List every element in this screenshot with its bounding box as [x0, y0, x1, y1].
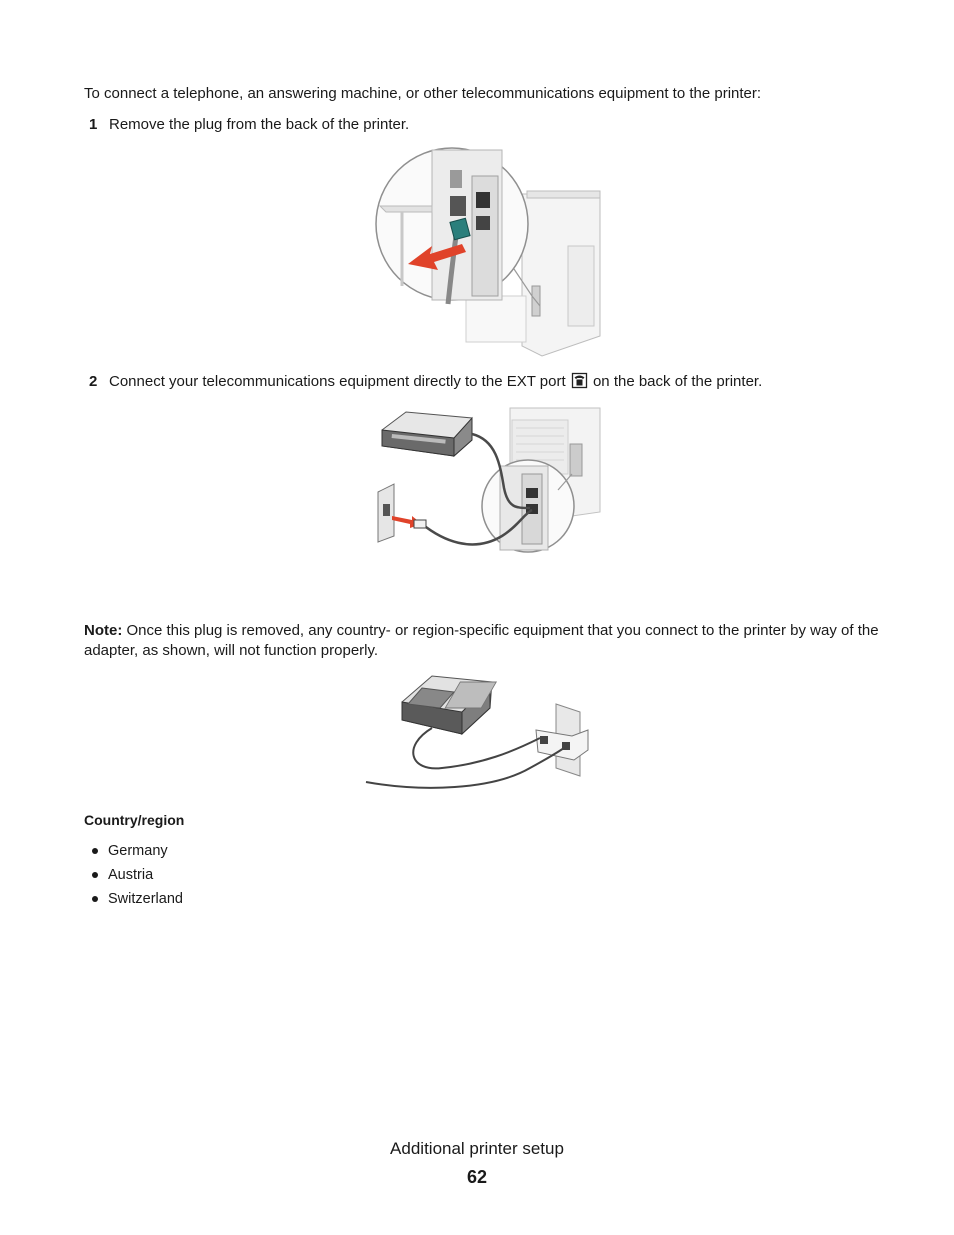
- step-number: 2: [89, 373, 98, 390]
- bullet-icon: [92, 848, 98, 854]
- step-2: [89, 372, 762, 392]
- intro-text: To connect a telephone, an answering machine, or other telecommunications equipment to the printer:: [84, 85, 762, 102]
- bullet-icon: [92, 896, 98, 902]
- country-name: Germany: [108, 843, 168, 859]
- phone-port-icon: [571, 372, 588, 389]
- country-list: [84, 839, 183, 911]
- note-label: Note:: [84, 622, 123, 639]
- list-item: [84, 839, 183, 863]
- page-number: 62: [466, 1167, 488, 1187]
- list-item: [84, 863, 183, 887]
- step-text: Remove the plug from the back of the printer.: [109, 116, 410, 133]
- step-text-after: on the back of the printer.: [592, 373, 763, 390]
- illustration-remove-plug: [372, 146, 604, 358]
- note-text: Once this plug is removed, any country- or region-specific equipment that you connect to the printer by way of the adapter, as shown, will not function properly.: [84, 622, 879, 659]
- step-number: 1: [89, 116, 98, 133]
- footer-title: Additional printer setup: [390, 1139, 564, 1158]
- illustration-adapter: [362, 672, 594, 796]
- country-name: Austria: [108, 867, 154, 883]
- step-text-before: Connect your telecommunications equipment directly to the EXT port: [109, 373, 566, 390]
- illustration-connect-equipment: [372, 404, 604, 608]
- list-item: [84, 887, 183, 911]
- step-1: [89, 115, 409, 135]
- country-name: Switzerland: [108, 891, 183, 907]
- note-paragraph: [84, 621, 884, 661]
- country-heading: Country/region: [84, 812, 185, 828]
- bullet-icon: [92, 872, 98, 878]
